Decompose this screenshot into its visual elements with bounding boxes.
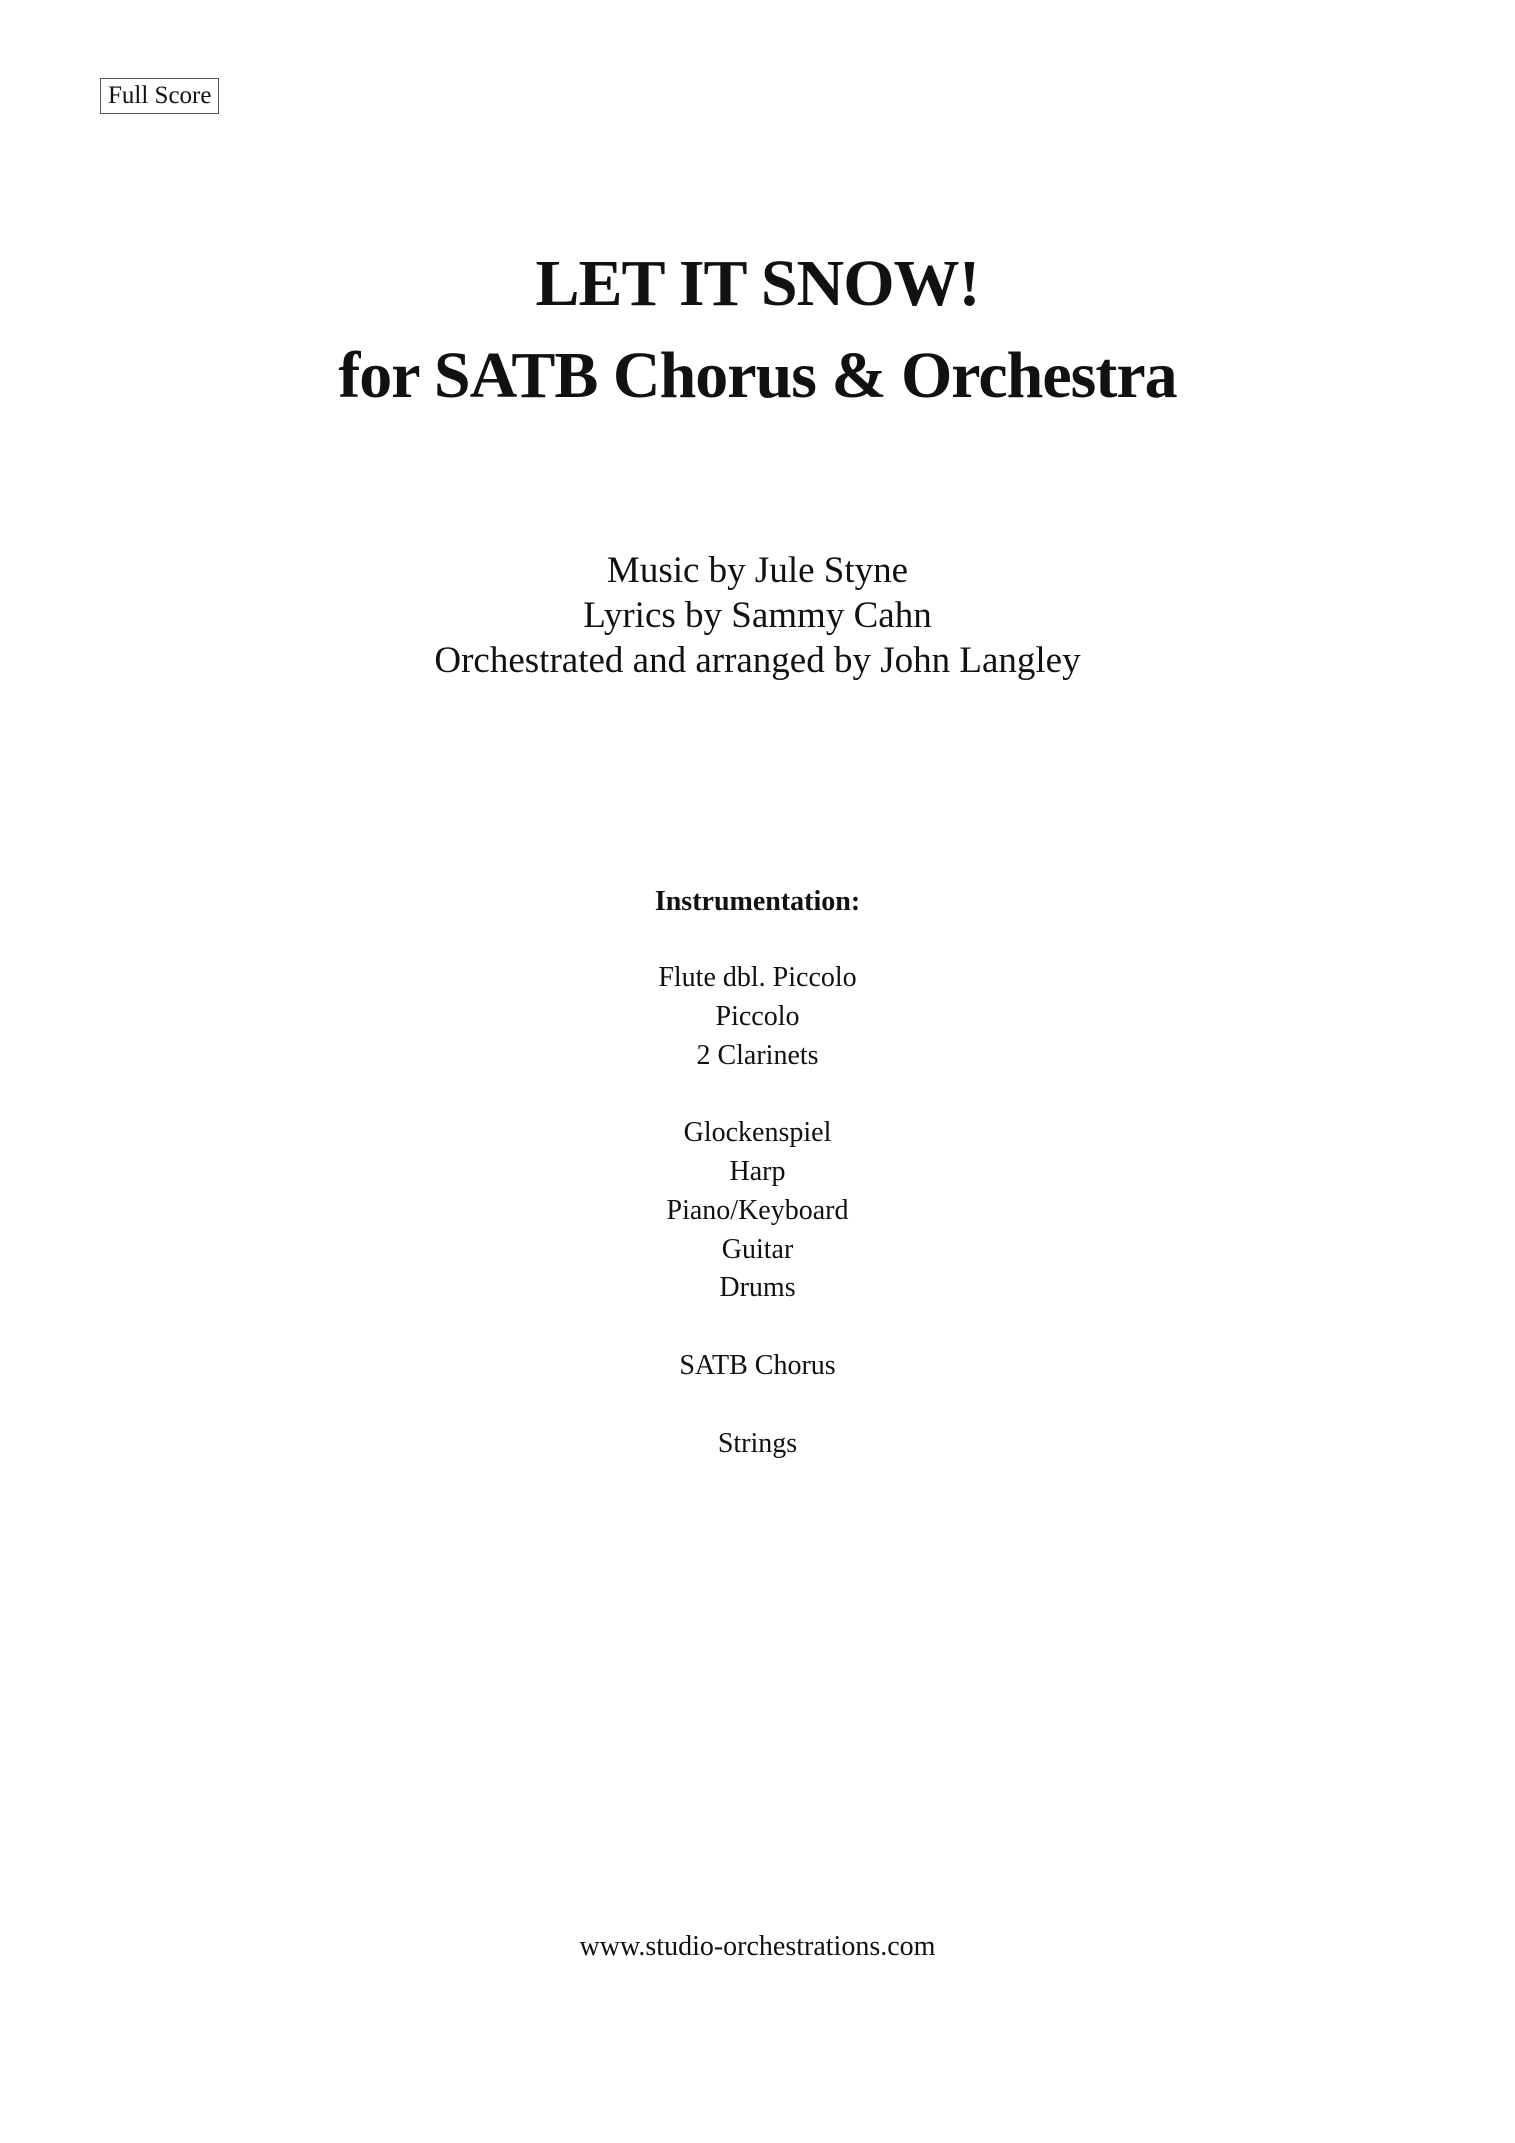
credit-music: Music by Jule Styne [606,550,909,591]
instrument-group-winds [0,959,1515,1075]
instrument-group-rhythm [0,1114,1515,1308]
website-url: www.studio-orchestrations.com [579,1931,936,1962]
instrument-item: Drums [719,1272,796,1304]
instrument-item: Flute dbl. Piccolo [658,962,857,993]
instrument-item: 2 Clarinets [696,1039,819,1071]
credit-lyrics: Lyrics by Sammy Cahn [583,595,932,636]
instrument-group-choir [0,1347,1515,1386]
instrument-item: Guitar [721,1233,794,1265]
instrumentation-list [0,959,1515,1463]
credits [0,548,1515,683]
instrument-item: SATB Chorus [679,1349,836,1381]
score-title [0,238,1515,422]
title-line-1: LET IT SNOW! [535,247,980,320]
instrument-item: Harp [729,1155,786,1187]
instrumentation-heading: Instrumentation: [654,886,861,917]
full-score-label: Full Score [100,78,219,114]
instrument-item: Strings [717,1427,798,1459]
title-line-2: for SATB Chorus & Orchestra [338,339,1177,412]
instrument-item: Piccolo [715,1000,800,1032]
instrument-item: Piano/Keyboard [666,1194,849,1226]
instrument-group-strings [0,1425,1515,1464]
instrument-item: Glockenspiel [683,1117,832,1149]
credit-arranger: Orchestrated and arranged by John Langley [434,640,1081,681]
